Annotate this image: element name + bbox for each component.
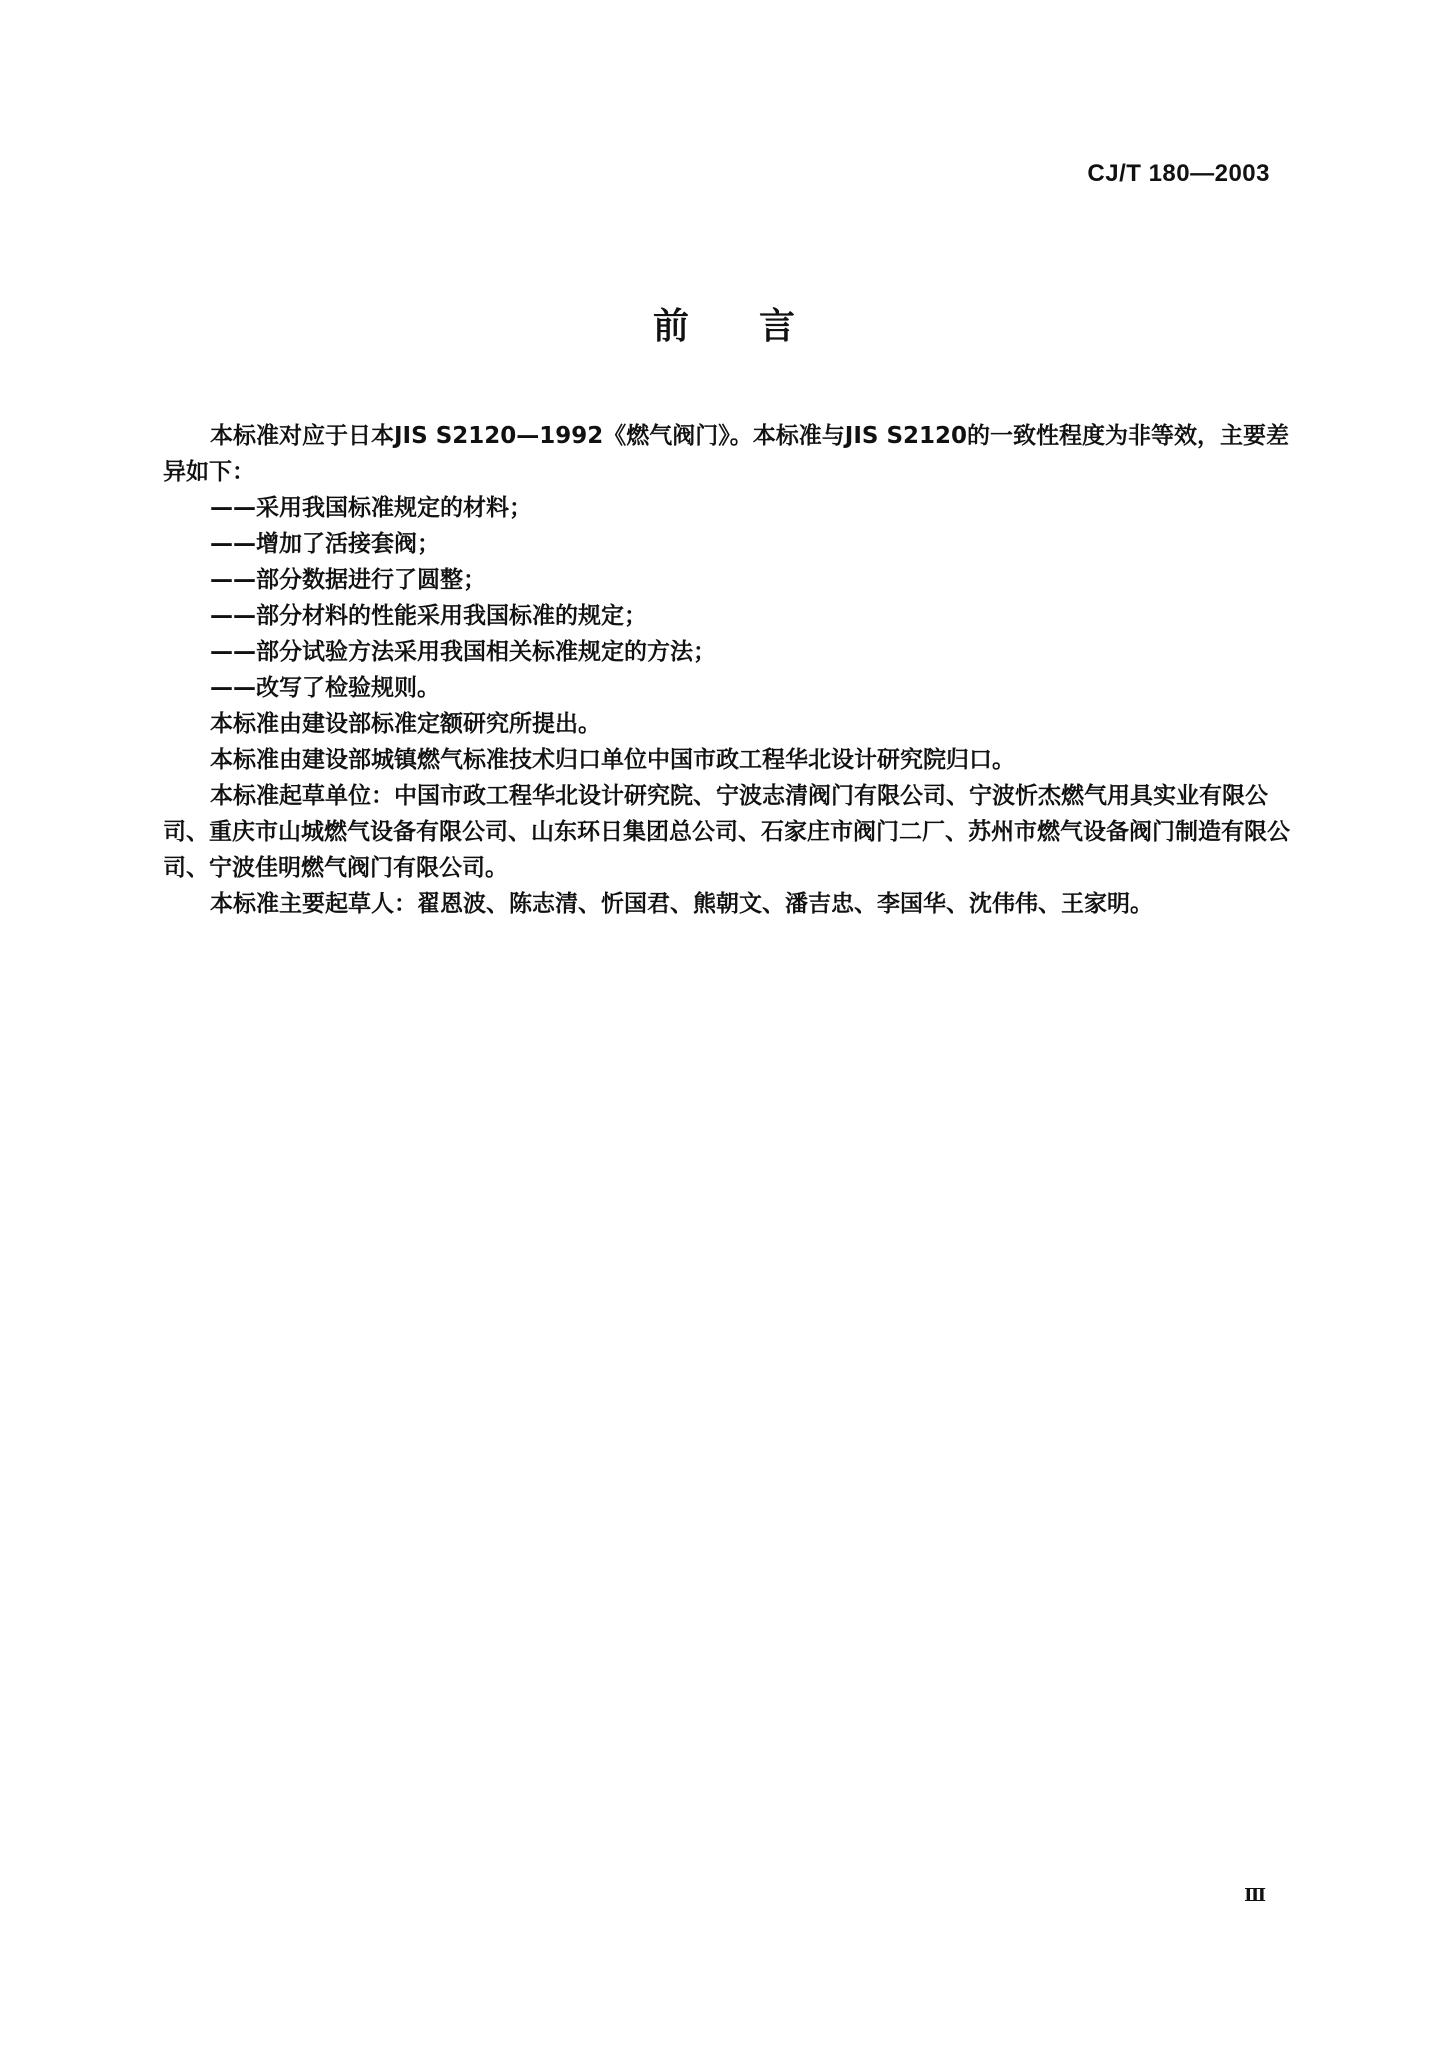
standard-code: CJ/T 180—2003 <box>1087 160 1270 187</box>
managed-by-paragraph: 本标准由建设部城镇燃气标准技术归口单位中国市政工程华北设计研究院归口。 <box>210 747 1015 773</box>
page-number: Ⅲ <box>1244 1885 1266 1906</box>
foreword-body <box>163 418 1291 922</box>
drafting-units-paragraph: 本标准起草单位：中国市政工程华北设计研究院、宁波志清阀门有限公司、宁波忻杰燃气用具实业有限公司、重庆市山城燃气设备有限公司、山东环日集团总公司、石家庄市阀门二厂、苏州市燃气设备阀门制造有限公司、宁波佳明燃气阀门有限公司。 <box>163 783 1290 881</box>
difference-item: ——部分数据进行了圆整； <box>210 567 486 593</box>
intro-paragraph: 本标准对应于日本JIS S2120—1992《燃气阀门》。本标准与JIS S2120的一致性程度为非等效，主要差异如下： <box>163 423 1290 485</box>
page-title: 前言 <box>652 306 865 347</box>
difference-item: ——改写了检验规则。 <box>210 675 440 701</box>
main-drafters-paragraph: 本标准主要起草人：翟恩波、陈志清、忻国君、熊朝文、潘吉忠、李国华、沈伟伟、王家明。 <box>210 891 1153 917</box>
difference-item: ——采用我国标准规定的材料； <box>210 495 532 521</box>
difference-item: ——部分试验方法采用我国相关标准规定的方法； <box>210 639 716 665</box>
difference-item: ——增加了活接套阀； <box>210 531 440 557</box>
difference-item: ——部分材料的性能采用我国标准的规定； <box>210 603 647 629</box>
proposed-by-paragraph: 本标准由建设部标准定额研究所提出。 <box>210 711 601 737</box>
